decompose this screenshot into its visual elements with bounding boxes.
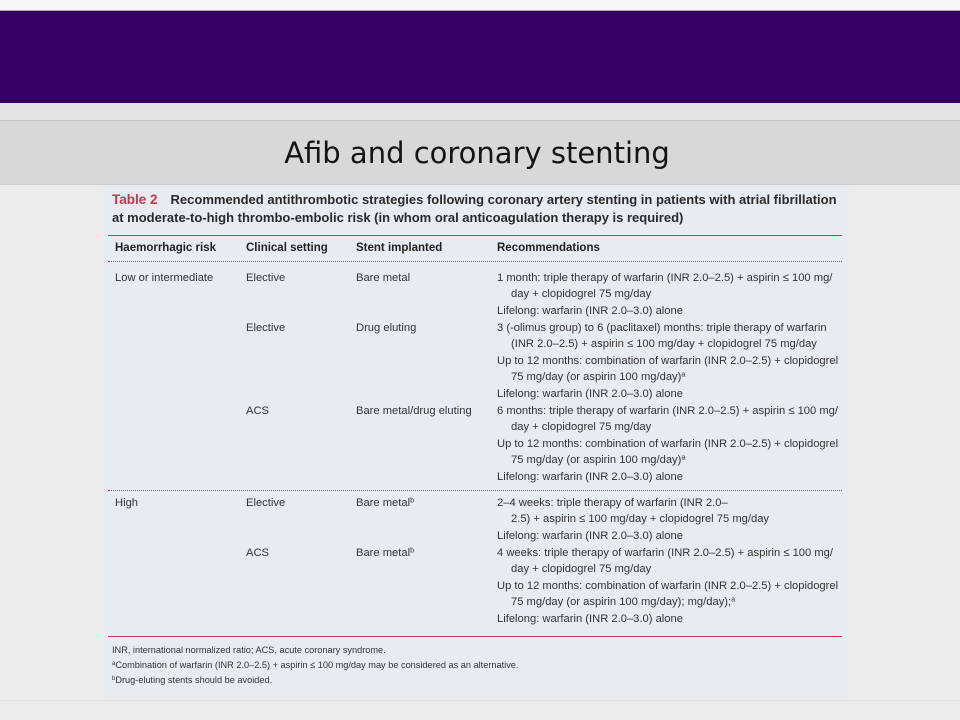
- recommendation-text: Up to 12 months: combination of warfarin (INR 2.0–2.5) + clopidogrel: [497, 354, 839, 367]
- table-row: [246, 270, 842, 320]
- recommendations-cell: [497, 403, 842, 486]
- footnote-marker: a: [681, 368, 686, 378]
- recommendation-text: 75 mg/day (or aspirin 100 mg/day): [511, 370, 682, 383]
- recommendation: [497, 436, 842, 468]
- slide-bottom-line: [0, 700, 960, 701]
- table-row: [246, 545, 842, 628]
- risk-group: [108, 490, 842, 632]
- table-row: [246, 403, 842, 486]
- footnote-marker: b: [112, 675, 116, 682]
- caption-line-1: [112, 191, 850, 209]
- stent-label: Drug eluting: [356, 321, 417, 334]
- recommendation-line: [497, 369, 842, 385]
- recommendation: [497, 578, 842, 610]
- haemorrhagic-risk-cell: Low or intermediate: [115, 271, 214, 284]
- recommendation-text: Lifelong: warfarin (INR 2.0–3.0) alone: [497, 387, 683, 400]
- stent-label: Bare metal: [356, 271, 411, 284]
- recommendation-line: [497, 436, 842, 452]
- recommendation-line: [497, 545, 842, 561]
- recommendation: [497, 303, 842, 319]
- stent-implanted-cell: [356, 270, 497, 320]
- clinical-setting-cell: Elective: [246, 496, 286, 509]
- recommendation-line: [497, 452, 842, 468]
- footnote: [112, 673, 850, 688]
- header-clinical-setting: Clinical setting: [246, 242, 328, 254]
- recommendation-text: Lifelong: warfarin (INR 2.0–3.0) alone: [497, 470, 683, 483]
- recommendation-line: [497, 594, 842, 610]
- recommendation-line: [497, 286, 842, 302]
- recommendation-line: [497, 578, 842, 594]
- recommendation: [497, 270, 842, 302]
- footnote-text: INR, international normalized ratio; ACS, acute coronary syndrome.: [112, 644, 386, 655]
- recommendation-line: [497, 495, 842, 511]
- recommendation-text: 2.5) + aspirin ≤ 100 mg/day + clopidogrel 75 mg/day: [511, 512, 770, 525]
- recommendation: [497, 386, 842, 402]
- recommendation-line: [497, 303, 842, 319]
- recommendation: [497, 320, 842, 352]
- recommendation-text: 6 months: triple therapy of warfarin (INR 2.0–2.5) + aspirin ≤ 100 mg/: [497, 404, 838, 417]
- recommendations-cell: [497, 270, 842, 320]
- recommendation-text: Lifelong: warfarin (INR 2.0–3.0) alone: [497, 529, 683, 542]
- recommendation: [497, 353, 842, 385]
- recommendations-cell: [497, 545, 842, 628]
- stent-implanted-cell: [356, 495, 497, 545]
- recommendation-text: day + clopidogrel 75 mg/day: [511, 287, 652, 300]
- stent-implanted-cell: [356, 403, 497, 486]
- recommendation-text: 4 weeks: triple therapy of warfarin (INR 2.0–2.5) + aspirin ≤ 100 mg/: [497, 546, 834, 559]
- clinical-setting-cell: ACS: [246, 546, 270, 559]
- table-footnotes: [103, 643, 850, 688]
- table-figure: [103, 185, 850, 697]
- footnote-text: Drug-eluting stents should be avoided.: [115, 674, 273, 685]
- recommendations-cell: [497, 495, 842, 545]
- recommendation-text: Up to 12 months: combination of warfarin (INR 2.0–2.5) + clopidogrel: [497, 579, 839, 592]
- caption-line-2: at moderate-to-high thrombo-embolic risk (in whom oral anticoagulation therapy is required): [112, 210, 684, 225]
- recommendation-line: [497, 561, 842, 577]
- recommendation-text: Lifelong: warfarin (INR 2.0–3.0) alone: [497, 612, 683, 625]
- stent-label: Bare metal/drug eluting: [356, 404, 472, 417]
- header-stent-implanted: Stent implanted: [356, 242, 443, 254]
- recommendation: [497, 495, 842, 527]
- slide-top-strip: [0, 0, 960, 11]
- slide-title-band: [0, 121, 960, 185]
- footnote-marker: b: [410, 544, 415, 554]
- header-recommendations: Recommendations: [497, 242, 600, 254]
- table-label: Table 2: [112, 192, 158, 207]
- recommendation-line: [497, 270, 842, 286]
- recommendation-text: 75 mg/day (or aspirin 100 mg/day); mg/day);: [511, 595, 732, 608]
- table-header-row: [103, 240, 850, 256]
- recommendation-line: [497, 386, 842, 402]
- footnote-marker: b: [410, 494, 415, 504]
- recommendation-line: [497, 469, 842, 485]
- recommendation-line: [497, 611, 842, 627]
- table-row: [246, 495, 842, 545]
- stent-label: Bare metal: [356, 496, 411, 509]
- header-haemorrhagic-risk: Haemorrhagic risk: [115, 242, 216, 254]
- haemorrhagic-risk-cell: High: [115, 496, 139, 509]
- table-body: [103, 261, 850, 632]
- recommendation: [497, 403, 842, 435]
- footnote: [112, 658, 850, 673]
- risk-group: [108, 261, 842, 490]
- table-bottom-rule: [108, 636, 842, 637]
- footnote-marker: a: [681, 451, 686, 461]
- recommendation-text: 75 mg/day (or aspirin 100 mg/day): [511, 453, 682, 466]
- stent-label: Bare metal: [356, 546, 411, 559]
- caption-text: Recommended antithrombotic strategies following coronary artery stenting in patients with atrial fibrillation: [170, 192, 837, 207]
- footnote-marker: a: [731, 593, 736, 603]
- recommendation-text: day + clopidogrel 75 mg/day: [511, 420, 652, 433]
- recommendation-text: 2–4 weeks: triple therapy of warfarin (INR 2.0–: [497, 496, 728, 509]
- stent-implanted-cell: [356, 545, 497, 628]
- recommendation-text: 1 month: triple therapy of warfarin (INR 2.0–2.5) + aspirin ≤ 100 mg/: [497, 271, 833, 284]
- recommendation-text: Lifelong: warfarin (INR 2.0–3.0) alone: [497, 304, 683, 317]
- recommendation-line: [497, 419, 842, 435]
- recommendation-text: day + clopidogrel 75 mg/day: [511, 562, 652, 575]
- footnote: [112, 643, 850, 658]
- slide-header-band: [0, 11, 960, 103]
- recommendation-line: [497, 320, 842, 336]
- recommendation-text: Up to 12 months: combination of warfarin (INR 2.0–2.5) + clopidogrel: [497, 437, 839, 450]
- recommendation-text: (INR 2.0–2.5) + aspirin ≤ 100 mg/day + clopidogrel 75 mg/day: [511, 337, 817, 350]
- footnote-text: Combination of warfarin (INR 2.0–2.5) + aspirin ≤ 100 mg/day may be considered as an alternative.: [115, 659, 519, 670]
- recommendation-line: [497, 403, 842, 419]
- table-top-rule: [108, 235, 842, 236]
- recommendation: [497, 611, 842, 627]
- recommendation-line: [497, 511, 842, 527]
- recommendation-line: [497, 353, 842, 369]
- clinical-settings-list: [246, 270, 842, 486]
- recommendation-line: [497, 336, 842, 352]
- clinical-settings-list: [246, 495, 842, 628]
- clinical-setting-cell: Elective: [246, 271, 286, 284]
- recommendation-text: 3 (-olimus group) to 6 (paclitaxel) months: triple therapy of warfarin: [497, 321, 827, 334]
- clinical-setting-cell: Elective: [246, 321, 286, 334]
- recommendation-line: [497, 528, 842, 544]
- recommendation: [497, 469, 842, 485]
- clinical-setting-cell: ACS: [246, 404, 270, 417]
- table-row: [246, 320, 842, 403]
- stent-implanted-cell: [356, 320, 497, 403]
- slide-title: Afib and coronary stenting: [284, 135, 670, 170]
- table-caption: [103, 185, 850, 227]
- recommendation: [497, 528, 842, 544]
- recommendations-cell: [497, 320, 842, 403]
- slide-sub-strip: [0, 103, 960, 121]
- recommendation: [497, 545, 842, 577]
- footnote-marker: a: [112, 660, 116, 667]
